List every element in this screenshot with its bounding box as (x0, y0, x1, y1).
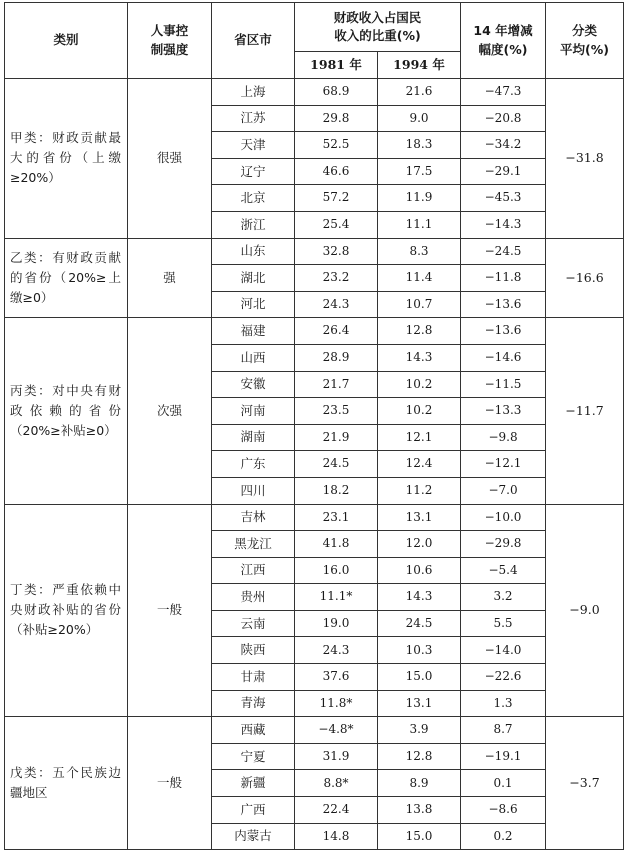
share-1981-cell: 21.7 (295, 371, 378, 398)
control-strength-cell: 很强 (128, 79, 212, 239)
share-1981-cell: 22.4 (295, 797, 378, 824)
change-cell: −19.1 (461, 743, 546, 770)
table-row (5, 504, 624, 531)
change-cell: 5.5 (461, 610, 546, 637)
change-cell: −13.6 (461, 291, 546, 318)
header-year-1994: 1994 年 (378, 52, 461, 79)
category-cell: 乙类：有财政贡献的省份（20%≥上缴≥0） (5, 238, 128, 318)
share-1994-cell: 15.0 (378, 664, 461, 691)
province-cell: 湖北 (212, 265, 295, 292)
header-change (461, 3, 546, 79)
province-cell: 天津 (212, 132, 295, 159)
change-cell: 0.1 (461, 770, 546, 797)
change-cell: −11.5 (461, 371, 546, 398)
province-cell: 江西 (212, 557, 295, 584)
province-cell: 陕西 (212, 637, 295, 664)
province-cell: 安徽 (212, 371, 295, 398)
category-average-cell: −16.6 (546, 238, 624, 318)
share-1994-cell: 12.1 (378, 424, 461, 451)
change-cell: −34.2 (461, 132, 546, 159)
share-1981-cell: 29.8 (295, 105, 378, 132)
share-1981-cell: 24.3 (295, 637, 378, 664)
share-1994-cell: 10.2 (378, 398, 461, 425)
change-cell: −22.6 (461, 664, 546, 691)
share-1981-cell: 14.8 (295, 823, 378, 850)
share-1981-cell: 37.6 (295, 664, 378, 691)
share-1994-cell: 10.7 (378, 291, 461, 318)
share-1994-cell: 10.3 (378, 637, 461, 664)
header-change-line1: 14 年增减 (473, 23, 533, 39)
share-1994-cell: 12.0 (378, 531, 461, 558)
share-1994-cell: 21.6 (378, 79, 461, 106)
change-cell: 0.2 (461, 823, 546, 850)
change-cell: −9.8 (461, 424, 546, 451)
table-row (5, 318, 624, 345)
share-1981-cell: 31.9 (295, 743, 378, 770)
share-1994-cell: 18.3 (378, 132, 461, 159)
share-1981-cell: 28.9 (295, 344, 378, 371)
share-1981-cell: 32.8 (295, 238, 378, 265)
province-cell: 新疆 (212, 770, 295, 797)
change-cell: −5.4 (461, 557, 546, 584)
header-row (5, 3, 624, 52)
share-1981-cell: −4.8* (295, 717, 378, 744)
header-control-line2: 制强度 (150, 41, 189, 57)
province-cell: 江苏 (212, 105, 295, 132)
share-1981-cell: 21.9 (295, 424, 378, 451)
province-cell: 宁夏 (212, 743, 295, 770)
header-share-line1: 财政收入占国民 (333, 9, 422, 25)
province-cell: 湖南 (212, 424, 295, 451)
header-avg-line2: 平均(%) (560, 41, 609, 57)
province-cell: 内蒙古 (212, 823, 295, 850)
table-body (5, 79, 624, 850)
change-cell: −7.0 (461, 477, 546, 504)
share-1994-cell: 14.3 (378, 344, 461, 371)
control-strength-cell: 次强 (128, 318, 212, 504)
change-cell: −47.3 (461, 79, 546, 106)
change-cell: −29.1 (461, 158, 546, 185)
header-change-line2: 幅度(%) (478, 41, 528, 57)
category-average-cell: −9.0 (546, 504, 624, 717)
share-1981-cell: 23.2 (295, 265, 378, 292)
share-1981-cell: 8.8* (295, 770, 378, 797)
change-cell: −29.8 (461, 531, 546, 558)
share-1981-cell: 52.5 (295, 132, 378, 159)
share-1981-cell: 24.3 (295, 291, 378, 318)
change-cell: −13.6 (461, 318, 546, 345)
change-cell: −13.3 (461, 398, 546, 425)
change-cell: 1.3 (461, 690, 546, 717)
category-cell: 甲类：财政贡献最大的省份（上缴≥20%） (5, 79, 128, 239)
share-1994-cell: 9.0 (378, 105, 461, 132)
province-cell: 辽宁 (212, 158, 295, 185)
table-row (5, 717, 624, 744)
control-strength-cell: 一般 (128, 717, 212, 850)
share-1994-cell: 8.9 (378, 770, 461, 797)
share-1994-cell: 10.6 (378, 557, 461, 584)
share-1994-cell: 24.5 (378, 610, 461, 637)
header-province: 省区市 (212, 3, 295, 79)
change-cell: −14.0 (461, 637, 546, 664)
province-cell: 甘肃 (212, 664, 295, 691)
change-cell: −14.3 (461, 211, 546, 238)
category-average-cell: −11.7 (546, 318, 624, 504)
change-cell: −11.8 (461, 265, 546, 292)
share-1994-cell: 11.9 (378, 185, 461, 212)
header-control-strength (128, 3, 212, 79)
province-cell: 山西 (212, 344, 295, 371)
header-category: 类别 (5, 3, 128, 79)
share-1994-cell: 11.1 (378, 211, 461, 238)
share-1981-cell: 46.6 (295, 158, 378, 185)
share-1981-cell: 16.0 (295, 557, 378, 584)
share-1994-cell: 13.1 (378, 504, 461, 531)
share-1994-cell: 12.4 (378, 451, 461, 478)
share-1981-cell: 23.5 (295, 398, 378, 425)
share-1981-cell: 68.9 (295, 79, 378, 106)
share-1981-cell: 11.8* (295, 690, 378, 717)
category-average-cell: −3.7 (546, 717, 624, 850)
share-1994-cell: 10.2 (378, 371, 461, 398)
province-cell: 山东 (212, 238, 295, 265)
change-cell: −10.0 (461, 504, 546, 531)
change-cell: −14.6 (461, 344, 546, 371)
province-cell: 河南 (212, 398, 295, 425)
province-cell: 上海 (212, 79, 295, 106)
share-1981-cell: 24.5 (295, 451, 378, 478)
header-avg-line1: 分类 (572, 23, 598, 39)
share-1994-cell: 13.1 (378, 690, 461, 717)
change-cell: −45.3 (461, 185, 546, 212)
share-1994-cell: 17.5 (378, 158, 461, 185)
share-1981-cell: 25.4 (295, 211, 378, 238)
share-1994-cell: 12.8 (378, 318, 461, 345)
province-cell: 北京 (212, 185, 295, 212)
header-year-1981: 1981 年 (295, 52, 378, 79)
share-1981-cell: 57.2 (295, 185, 378, 212)
province-cell: 云南 (212, 610, 295, 637)
header-revenue-share (295, 3, 461, 52)
share-1994-cell: 12.8 (378, 743, 461, 770)
fiscal-revenue-table (4, 2, 624, 850)
share-1981-cell: 11.1* (295, 584, 378, 611)
province-cell: 四川 (212, 477, 295, 504)
change-cell: −24.5 (461, 238, 546, 265)
share-1994-cell: 11.2 (378, 477, 461, 504)
province-cell: 广东 (212, 451, 295, 478)
province-cell: 黑龙江 (212, 531, 295, 558)
share-1981-cell: 19.0 (295, 610, 378, 637)
header-control-line1: 人事控 (150, 23, 189, 39)
table-row (5, 238, 624, 265)
control-strength-cell: 一般 (128, 504, 212, 717)
share-1994-cell: 8.3 (378, 238, 461, 265)
province-cell: 青海 (212, 690, 295, 717)
province-cell: 吉林 (212, 504, 295, 531)
province-cell: 浙江 (212, 211, 295, 238)
share-1981-cell: 41.8 (295, 531, 378, 558)
share-1994-cell: 11.4 (378, 265, 461, 292)
change-cell: 3.2 (461, 584, 546, 611)
share-1994-cell: 3.9 (378, 717, 461, 744)
category-cell: 丙类：对中央有财政依赖的省份（20%≥补贴≥0） (5, 318, 128, 504)
control-strength-cell: 强 (128, 238, 212, 318)
province-cell: 贵州 (212, 584, 295, 611)
province-cell: 西藏 (212, 717, 295, 744)
change-cell: 8.7 (461, 717, 546, 744)
share-1994-cell: 15.0 (378, 823, 461, 850)
category-cell: 丁类：严重依赖中央财政补贴的省份（补贴≥20%） (5, 504, 128, 717)
header-share-line2: 收入的比重(%) (334, 28, 421, 43)
share-1981-cell: 23.1 (295, 504, 378, 531)
change-cell: −8.6 (461, 797, 546, 824)
share-1994-cell: 14.3 (378, 584, 461, 611)
header-average (546, 3, 624, 79)
province-cell: 广西 (212, 797, 295, 824)
share-1994-cell: 13.8 (378, 797, 461, 824)
province-cell: 河北 (212, 291, 295, 318)
category-cell: 戊类：五个民族边疆地区 (5, 717, 128, 850)
share-1981-cell: 18.2 (295, 477, 378, 504)
share-1981-cell: 26.4 (295, 318, 378, 345)
change-cell: −20.8 (461, 105, 546, 132)
category-average-cell: −31.8 (546, 79, 624, 239)
province-cell: 福建 (212, 318, 295, 345)
change-cell: −12.1 (461, 451, 546, 478)
table-row (5, 79, 624, 106)
